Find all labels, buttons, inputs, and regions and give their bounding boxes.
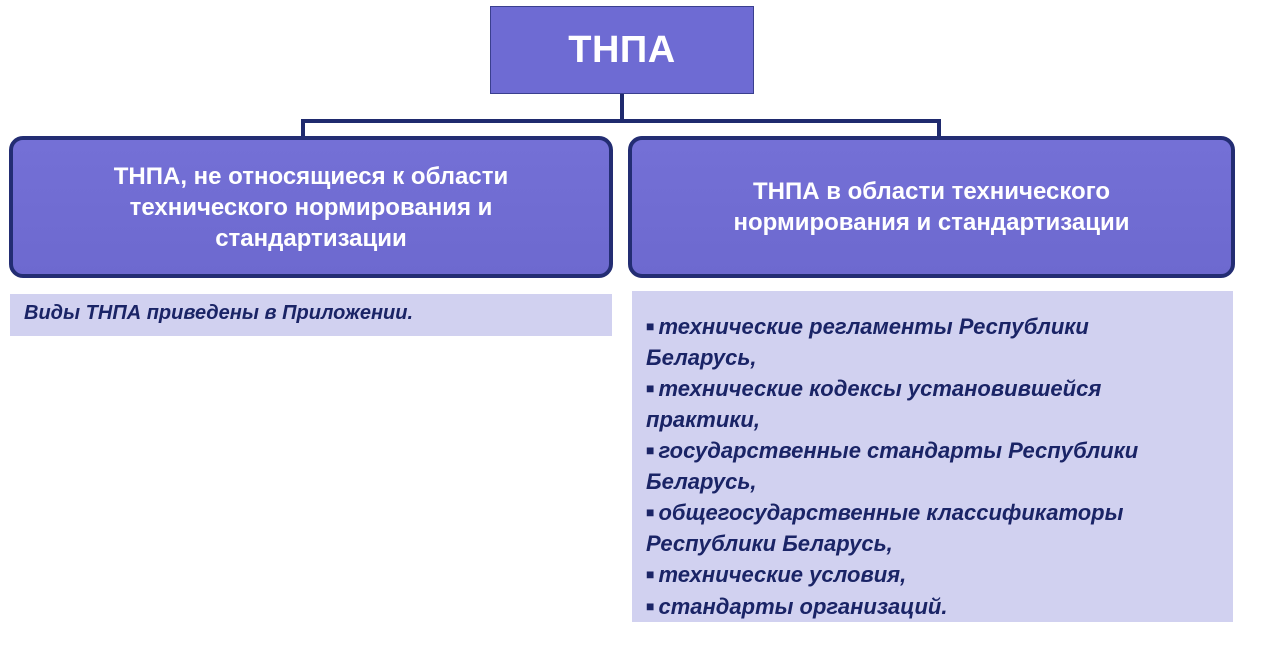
branch-list-panel <box>632 291 1233 622</box>
branch-note-panel <box>10 294 612 336</box>
branch-node-label: ТНПА в области технического нормирования и стандартизации <box>733 178 1130 236</box>
square-bullet-icon: ■ <box>646 380 655 396</box>
branch-node-non-technical <box>9 136 613 278</box>
square-bullet-icon: ■ <box>646 597 655 614</box>
list-item <box>646 591 1215 623</box>
square-bullet-icon: ■ <box>646 504 655 520</box>
list-item-text: технические условия, <box>658 562 907 587</box>
list-item <box>646 497 1215 559</box>
square-bullet-icon: ■ <box>646 318 655 334</box>
list-item <box>646 559 1215 591</box>
list-item <box>646 311 1215 373</box>
list-item-text: общегосударственные классификаторы Республики Беларусь, <box>646 500 1124 556</box>
list-item <box>646 373 1215 435</box>
branch-node-label: ТНПА, не относящиеся к области технического нормирования и стандартизации <box>113 162 509 252</box>
connector-horizontal <box>301 119 941 123</box>
list-item-text: государственные стандарты Республики Беларусь, <box>646 438 1139 494</box>
branch-node-technical <box>628 136 1235 278</box>
list-item-text: стандарты организаций. <box>658 593 948 619</box>
list-item-text: технические кодексы установившейся практики, <box>646 376 1102 432</box>
list-item <box>646 435 1215 497</box>
square-bullet-icon: ■ <box>646 442 655 458</box>
root-node <box>490 6 754 94</box>
connector-root-stem <box>620 94 624 120</box>
branch-note-text: Виды ТНПА приведены в Приложении. <box>24 302 414 324</box>
list-item-text: технические регламенты Республики Беларусь, <box>646 314 1089 370</box>
square-bullet-icon: ■ <box>646 566 655 582</box>
tnpa-types-list <box>646 311 1215 622</box>
root-node-label: ТНПА <box>568 28 676 71</box>
